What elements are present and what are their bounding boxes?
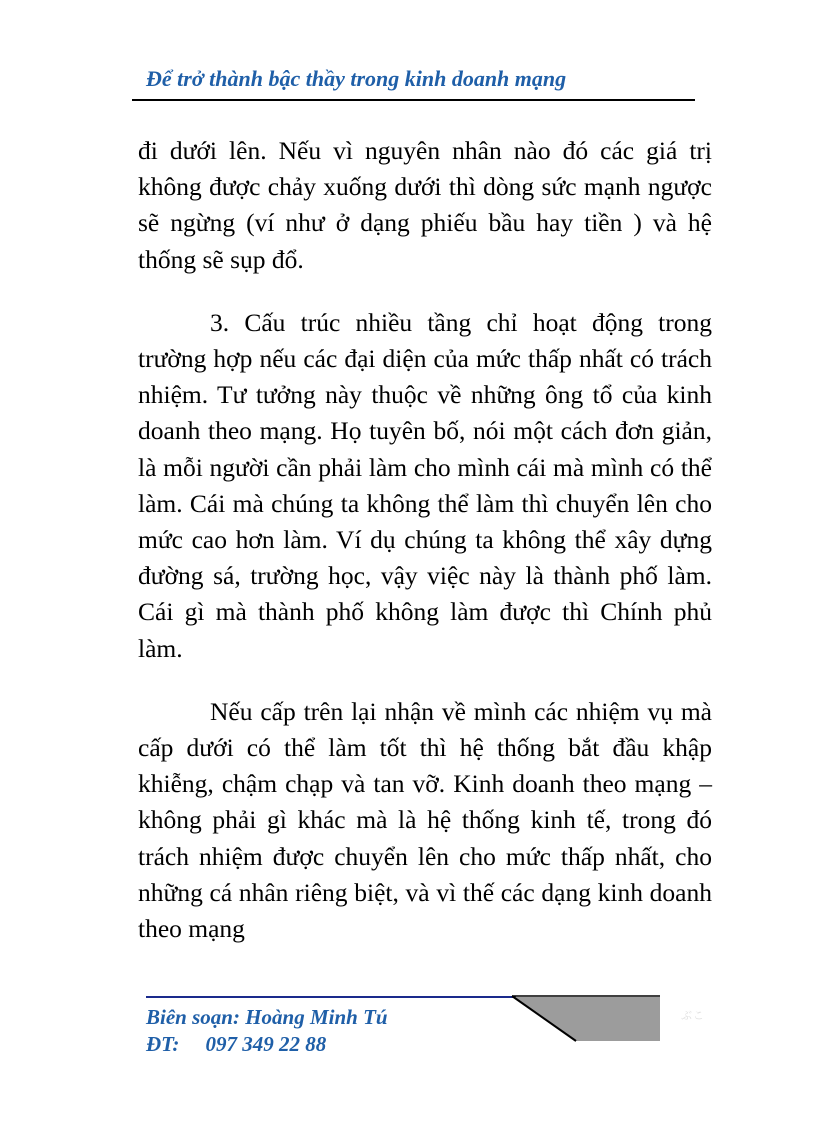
footer-divider <box>146 996 516 998</box>
footer-phone-line <box>146 1031 388 1058</box>
paragraph-higher-level: Nếu cấp trên lại nhận về mình các nhiệm vụ mà cấp dưới có thể làm tốt thì hệ thống bắt đầu khập khiễng, chậm chạp và tan vỡ. Kinh doanh theo mạng – không phải gì khác mà là hệ thống kinh tế, trong đó trách nhiệm được chuyển lên cho mức thấp nhất, cho những cá nhân riêng biệt, và vì thế các dạng kinh doanh theo mạng <box>138 696 712 944</box>
footer-info <box>146 1004 388 1058</box>
author-label: Biên soạn: <box>146 1005 240 1029</box>
footer-tab-shape <box>510 993 662 1045</box>
header-divider <box>132 99 695 101</box>
document-body <box>138 133 712 947</box>
footer-author-line <box>146 1004 388 1031</box>
phone-label: ĐT: <box>146 1032 180 1056</box>
phone-number: 097 349 22 88 <box>205 1032 327 1056</box>
page-header-title: Để trở thành bậc thầy trong kinh doanh mạng <box>146 66 567 91</box>
paragraph-point-3: 3. Cấu trúc nhiều tầng chỉ hoạt động trong trường hợp nếu các đại diện của mức thấp nhất có trách nhiệm. Tư tưởng này thuộc về những ông tổ của kinh doanh theo mạng. Họ tuyên bố, nói một cách đơn giản, là mỗi người cần phải làm cho mình cái mà mình có thể làm. Cái mà chúng ta không thể làm thì chuyển lên cho mức cao hơn làm. Ví dụ chúng ta không thể xây dựng đường sá, trường học, vậy việc này là thành phố làm. Cái gì mà thành phố không làm được thì Chính phủ làm. <box>138 307 712 663</box>
footer-logo-mark: ぶこ <box>681 1009 705 1022</box>
author-name: Hoàng Minh Tú <box>245 1005 388 1029</box>
paragraph-continuation: đi dưới lên. Nếu vì nguyên nhân nào đó các giá trị không được chảy xuống dưới thì dòng sức mạnh ngược sẽ ngừng (ví như ở dạng phiếu bầu hay tiền ) và hệ thống sẽ sụp đổ. <box>138 136 712 274</box>
